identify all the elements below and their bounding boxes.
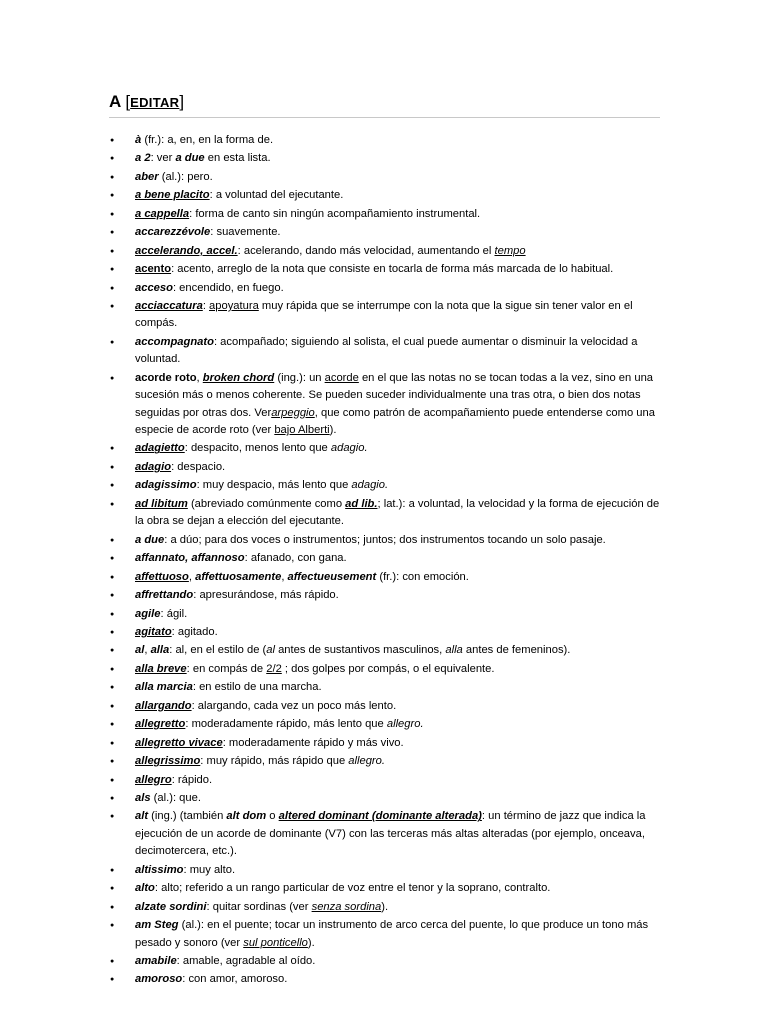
glossary-entry (109, 261, 660, 278)
term-link[interactable]: apoyatura (209, 300, 259, 313)
glossary-entry (109, 716, 660, 733)
term-name: als (135, 792, 151, 805)
entry-text: ; lat.): a voluntad, la velocidad y la forma de ejecución de la obra se dejan a elección del ejecutante. (135, 497, 660, 528)
term-name: alla (150, 644, 170, 657)
glossary-entry (109, 477, 660, 494)
glossary-entry (109, 569, 660, 586)
glossary-entry (109, 971, 660, 988)
entry-text: : alargando, cada vez un poco más lento. (191, 699, 397, 712)
entry-text: , (281, 570, 288, 583)
term-link[interactable]: senza sordina (311, 900, 382, 913)
entry-text: antes de femeninos). (462, 644, 571, 657)
entry-text: : amable, agradable al oído. (176, 954, 316, 967)
entry-text: : acento, arreglo de la nota que consiste en tocarla de forma más marcada de lo habitual. (171, 263, 614, 276)
entry-text: muy rápida que se interrumpe con la nota que la sigue sin tener valor en el compás. (135, 300, 633, 330)
entry-text: : acelerando, dando más velocidad, aumentando el (237, 244, 495, 257)
glossary-entry (109, 298, 660, 333)
glossary-entry (109, 624, 660, 641)
glossary-entry (109, 661, 660, 678)
glossary-entry (109, 606, 660, 623)
term-name: acceso (135, 281, 173, 294)
entry-text: : en estilo de una marcha. (192, 681, 322, 694)
entry-text: o (266, 810, 279, 823)
term-link[interactable]: allegrissimo (135, 755, 201, 768)
term-name: acorde roto (135, 371, 197, 384)
term-name: affectueusement (287, 570, 377, 583)
entry-text: : despacito, menos lento que (184, 442, 331, 455)
glossary-entry (109, 698, 660, 715)
glossary-entry (109, 206, 660, 223)
term-link[interactable]: arpeggio (271, 406, 315, 419)
section-heading (109, 92, 660, 113)
term-name: affannato, affannoso (135, 552, 245, 565)
glossary-entry (109, 587, 660, 604)
term-link[interactable]: adagietto (135, 442, 185, 455)
entry-text: : apresurándose, más rápido. (193, 589, 339, 602)
entry-text: ). (329, 424, 337, 437)
entry-text: en el que las notas no se tocan todas a la vez, sino en una sucesión más o menos coherente. Se pueden suceder individualmente una tras otra, o bien dos notas seguidas por otras dos. Ver (135, 371, 654, 419)
entry-text: en esta lista. (204, 152, 271, 165)
glossary-entry (109, 550, 660, 567)
entry-text: ; dos golpes por compás, o el equivalente. (281, 662, 495, 675)
term-name: alto (135, 882, 155, 895)
glossary-entry (109, 224, 660, 241)
term-name: affrettando (135, 589, 194, 602)
term-name: am Steg (135, 919, 179, 932)
term-link[interactable]: sul ponticello (243, 936, 308, 949)
term-link[interactable]: affettuoso (135, 570, 189, 583)
entry-text: : encendido, en fuego. (172, 281, 284, 294)
term-link[interactable]: allargando (135, 699, 192, 712)
entry-text: allegro. (386, 718, 424, 731)
entry-text: : suavemente. (210, 226, 281, 239)
glossary-entry (109, 953, 660, 970)
term-link[interactable]: acento (135, 263, 172, 276)
entry-text: : alto; referido a un rango particular de voz entre el tenor y la soprano, contralto. (154, 882, 551, 895)
glossary-entry (109, 496, 660, 531)
entry-text: : un término de jazz que indica la ejecución de un acorde de dominante (V7) con las terceras más altas alteradas (por ejemplo, onceava, decimotercera, etc.). (135, 810, 646, 858)
term-link[interactable]: 2/2 (266, 662, 282, 675)
term-link[interactable]: allegretto (135, 718, 186, 731)
term-link[interactable]: agitato (135, 625, 172, 638)
entry-text: alla (445, 644, 463, 657)
entry-text: ). (381, 900, 389, 913)
entry-text: (ing.) (también (148, 810, 227, 823)
term-link[interactable]: accelerando, accel. (135, 244, 238, 257)
glossary-entry (109, 790, 660, 807)
entry-text: : afanado, con gana. (244, 552, 347, 565)
entry-text: (abreviado comúnmente como (187, 497, 346, 510)
entry-text: , (188, 570, 196, 583)
entry-text: : a dúo; para dos voces o instrumentos; juntos; dos instrumentos tocando un solo pasaje. (164, 533, 606, 546)
entry-text: : rápido. (171, 773, 213, 786)
term-link[interactable]: a cappella (135, 207, 190, 220)
term-name: a due (175, 152, 205, 165)
entry-text: (fr.): a, en, en la forma de. (141, 134, 274, 146)
term-link[interactable]: broken chord (202, 371, 275, 384)
entry-text: (al.): en el puente; tocar un instrumento de arco cerca del puente, lo que produce un tono más pesado y sonoro (ver (135, 919, 649, 949)
term-link[interactable]: acciaccatura (135, 300, 203, 313)
section-letter: A (109, 92, 121, 111)
term-name: a 2 (135, 152, 151, 165)
term-name: affettuosamente (195, 570, 282, 583)
glossary-entry (109, 187, 660, 204)
term-name: alt (135, 810, 149, 823)
term-name: agile (135, 607, 161, 620)
term-link[interactable]: a bene placito (135, 189, 210, 202)
term-link[interactable]: allegretto vivace (135, 736, 223, 749)
glossary-list (109, 132, 660, 990)
term-link[interactable]: allegro (135, 773, 172, 786)
term-name: à (135, 134, 142, 146)
entry-text: : (202, 300, 210, 313)
term-name: alt dom (226, 810, 267, 823)
entry-text: : muy despacio, más lento que (196, 479, 352, 492)
entry-text: : moderadamente rápido, más lento que (185, 718, 387, 731)
term-name: al (135, 644, 145, 657)
glossary-entry (109, 917, 660, 952)
entry-text: (ing.): un (274, 371, 325, 384)
entry-text: (fr.): con emoción. (376, 570, 469, 583)
entry-text: , (144, 644, 151, 657)
term-name: a due (135, 533, 165, 546)
entry-text: adagio. (351, 479, 389, 492)
glossary-entry (109, 532, 660, 549)
entry-text: (al.): que. (150, 792, 201, 805)
glossary-entry (109, 735, 660, 752)
glossary-entry (109, 169, 660, 186)
term-link[interactable]: adagio (135, 460, 172, 473)
term-link[interactable]: bajo Alberti (274, 424, 330, 437)
edit-link[interactable]: EDITAR (130, 95, 180, 110)
term-link[interactable]: acorde (324, 371, 359, 384)
entry-text: : acompañado; siguiendo al solista, el cual puede aumentar o disminuir la velocidad a voluntad. (135, 335, 638, 366)
entry-text: , que como patrón de acompañamiento puede entenderse como una especie de acorde roto (ver (135, 406, 655, 437)
glossary-entry (109, 862, 660, 879)
glossary-entry (109, 334, 660, 369)
glossary-entry (109, 642, 660, 659)
glossary-entry (109, 280, 660, 297)
entry-text: : muy rápido, más rápido que (200, 755, 349, 768)
glossary-entry (109, 880, 660, 897)
entry-text: : muy alto. (183, 863, 236, 876)
entry-text: allegro. (348, 755, 385, 768)
term-name: accompagnato (135, 335, 214, 348)
entry-text: antes de sustantivos masculinos, (274, 644, 446, 657)
term-name: accarezzévole (135, 226, 211, 239)
open-bracket: [ (125, 92, 131, 111)
term-name: adagissimo (135, 479, 197, 492)
term-link[interactable]: ad libitum (135, 497, 188, 510)
term-name: aber (135, 170, 159, 183)
glossary-entry (109, 370, 660, 440)
entry-text: : en compás de (186, 662, 267, 675)
term-name: altissimo (135, 863, 184, 876)
entry-text: ). (307, 936, 315, 949)
entry-text: al (266, 644, 275, 657)
entry-text: : despacio. (171, 460, 226, 473)
entry-text: : ágil. (160, 607, 188, 620)
term-name: amoroso (135, 973, 183, 986)
entry-text: : agitado. (171, 625, 218, 638)
term-name: alla marcia (135, 681, 193, 694)
glossary-entry (109, 808, 660, 860)
term-link[interactable]: altered dominant (dominante alterada) (278, 810, 482, 823)
glossary-entry (109, 772, 660, 789)
entry-text: adagio. (330, 442, 368, 455)
glossary-entry (109, 753, 660, 770)
entry-text: , (196, 371, 203, 384)
term-link[interactable]: tempo (494, 244, 526, 257)
glossary-entry (109, 440, 660, 457)
entry-text: : forma de canto sin ningún acompañamiento instrumental. (189, 207, 481, 220)
close-bracket: ] (179, 92, 185, 111)
term-link[interactable]: alla breve (135, 662, 187, 675)
glossary-entry (109, 459, 660, 476)
entry-text: : moderadamente rápido y más vivo. (222, 736, 404, 749)
glossary-entry (109, 132, 660, 149)
term-name: amabile (135, 954, 177, 967)
glossary-entry (109, 150, 660, 167)
page (109, 92, 660, 986)
entry-text: (al.): pero. (158, 170, 213, 183)
entry-text: : quitar sordinas (ver (206, 900, 312, 913)
glossary-entry (109, 899, 660, 916)
glossary-entry (109, 679, 660, 696)
entry-text: : con amor, amoroso. (182, 973, 288, 986)
entry-text: : ver (150, 152, 176, 165)
glossary-entry (109, 243, 660, 260)
entry-text: : a voluntad del ejecutante. (209, 189, 344, 202)
term-link[interactable]: ad lib. (345, 497, 378, 510)
term-name: alzate sordini (135, 900, 207, 913)
heading-divider (109, 117, 660, 118)
entry-text: : al, en el estilo de ( (169, 644, 267, 657)
